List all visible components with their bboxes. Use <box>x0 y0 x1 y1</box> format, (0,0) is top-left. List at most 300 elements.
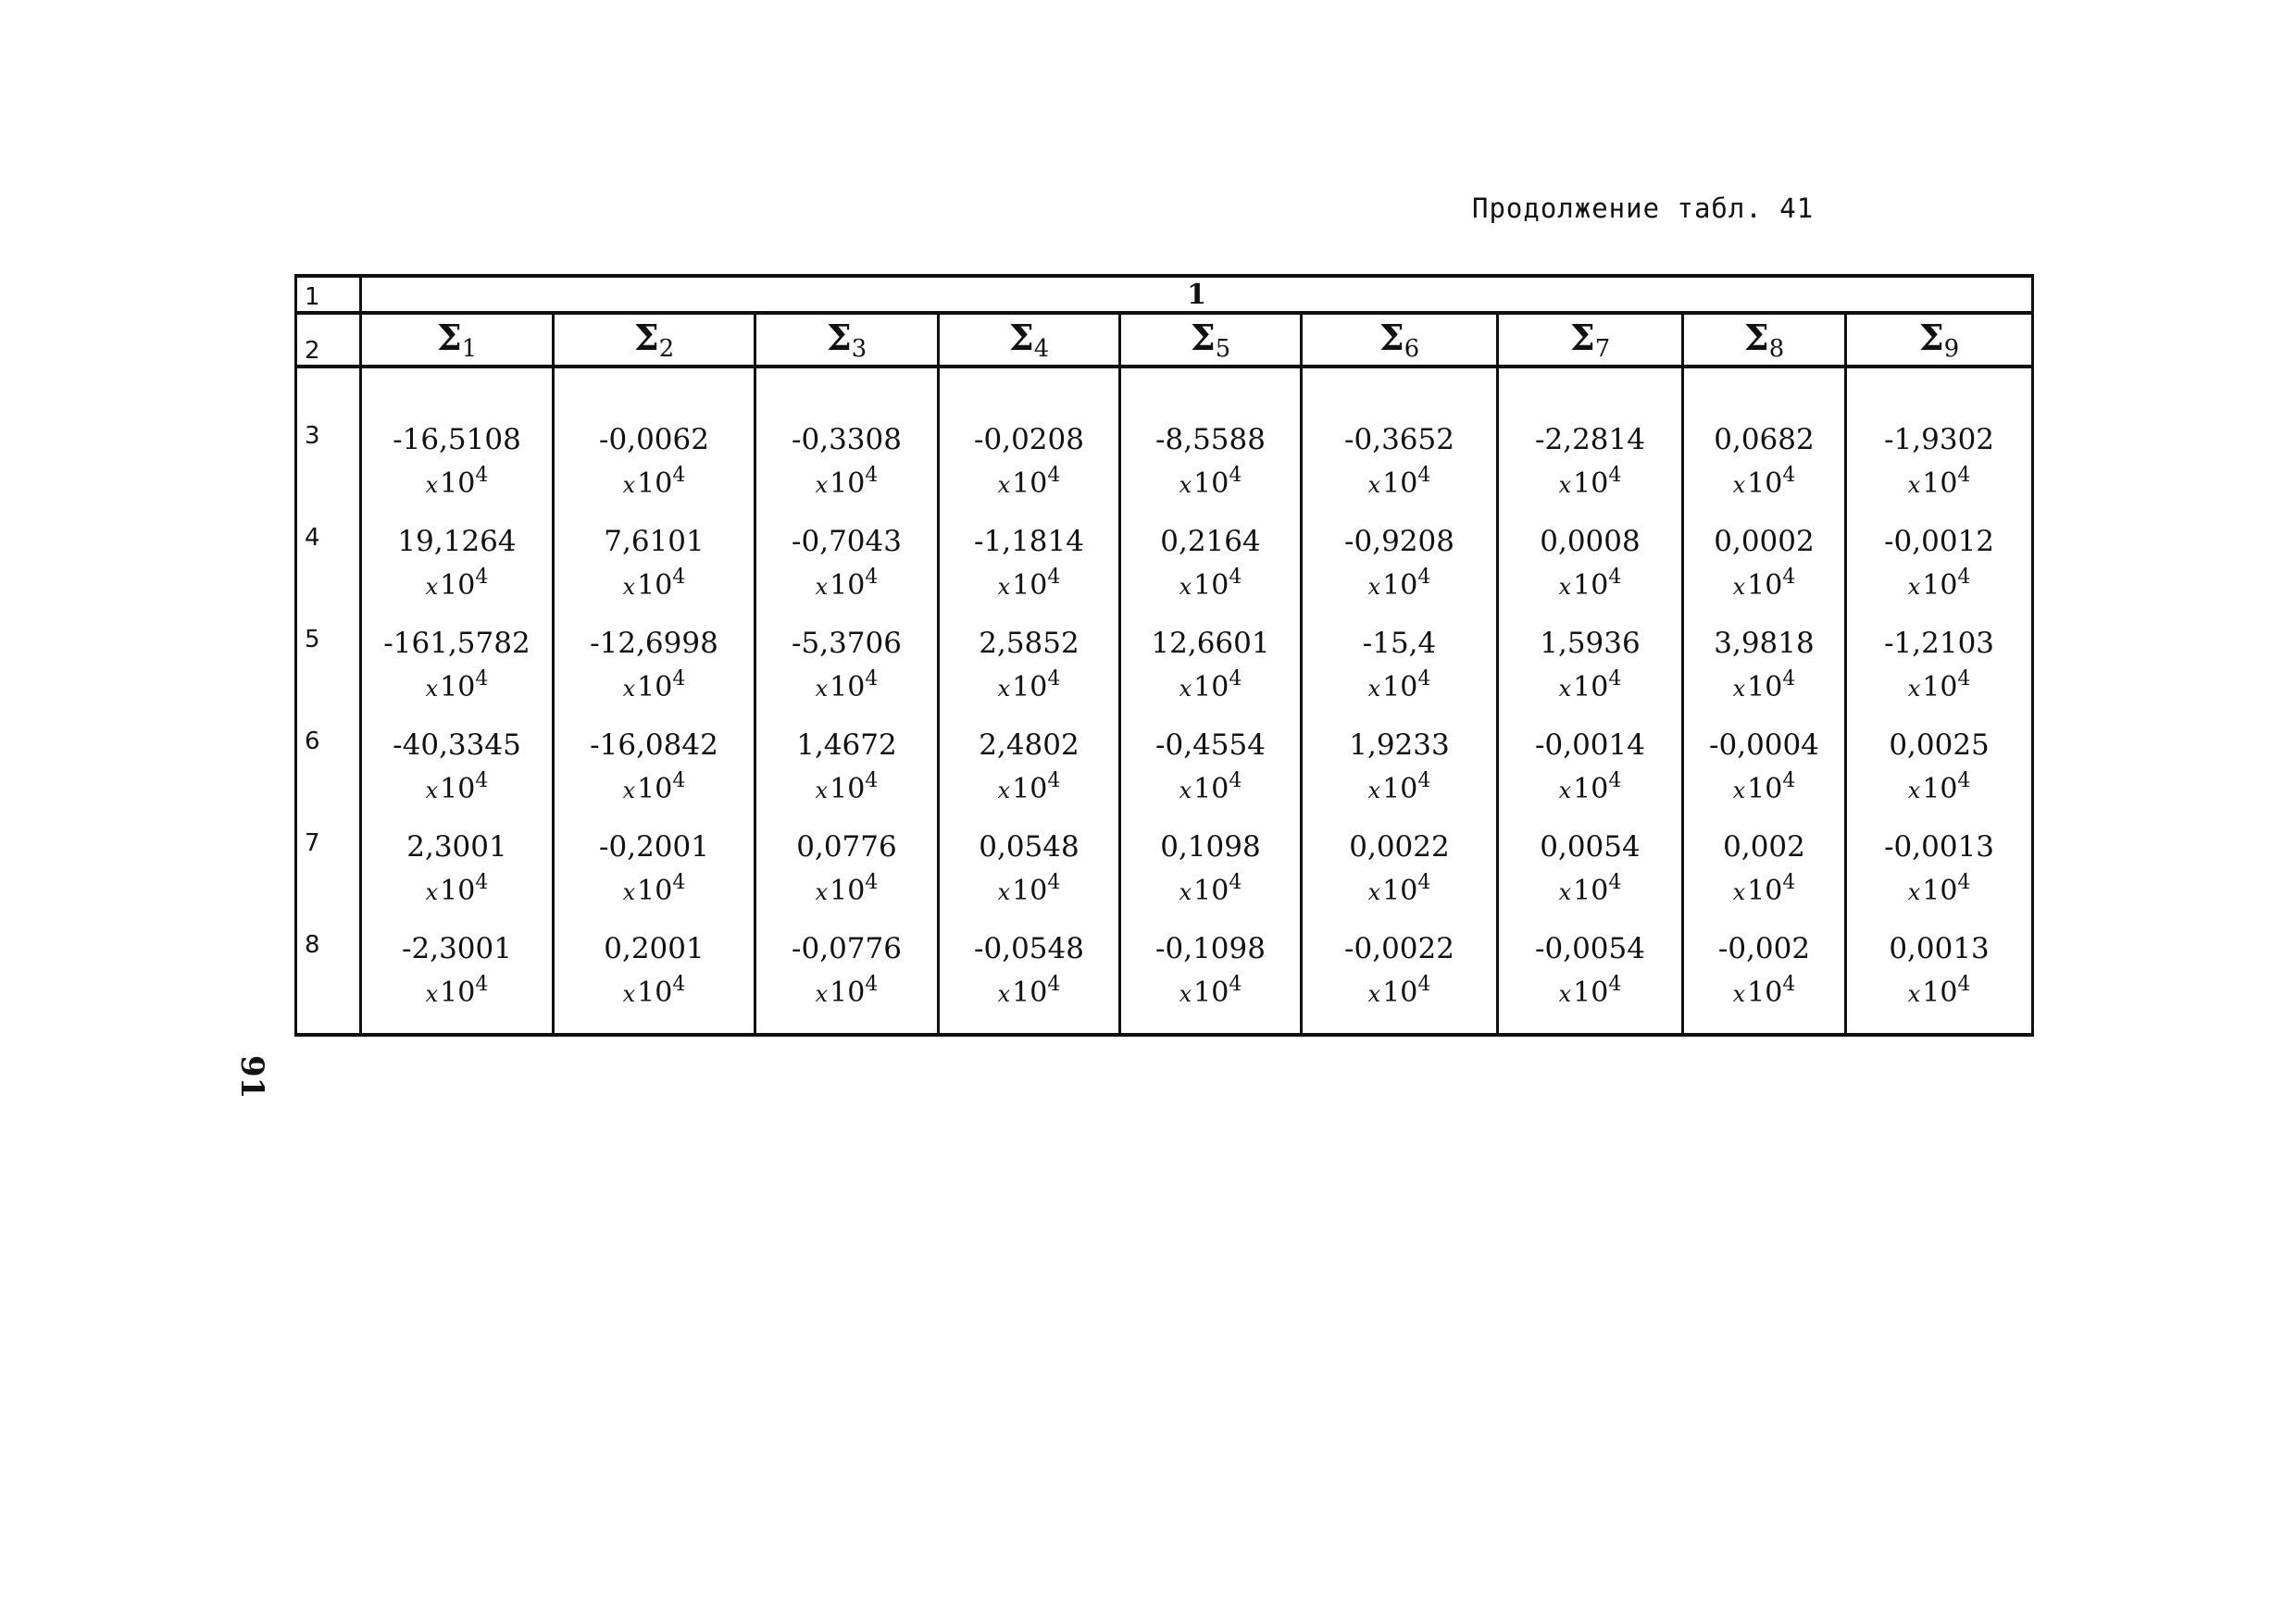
cell-multiplier <box>940 559 1118 605</box>
table-cell <box>1302 524 1498 626</box>
multiplier-base: 10 <box>1193 773 1229 805</box>
cell-multiplier <box>1303 559 1496 605</box>
cell-value: 0,002 <box>1723 830 1805 864</box>
cell-value: -0,0548 <box>974 932 1084 965</box>
table-cell <box>361 626 554 728</box>
times-sign: x <box>1367 879 1381 905</box>
multiplier-base: 10 <box>1382 875 1418 907</box>
multiplier-base: 10 <box>1922 467 1958 500</box>
cell-multiplier <box>1684 559 1844 605</box>
table-cell <box>554 829 755 931</box>
times-sign: x <box>425 574 439 600</box>
table-cell <box>1120 626 1302 728</box>
multiplier-base: 10 <box>830 976 866 1009</box>
row-number: 6 <box>296 728 361 829</box>
times-sign: x <box>815 981 829 1007</box>
multiplier-base: 10 <box>637 773 673 805</box>
multiplier-base: 10 <box>1382 773 1418 805</box>
cell-value: 1,9233 <box>1349 728 1450 762</box>
multiplier-exponent: 4 <box>1229 464 1242 487</box>
cell-multiplier <box>1499 763 1681 809</box>
sigma-symbol: Σ <box>1918 316 1944 358</box>
sigma-subscript: 3 <box>851 335 867 364</box>
cell-multiplier <box>940 457 1118 504</box>
multiplier-base: 10 <box>1573 773 1609 805</box>
cell-multiplier <box>362 763 552 809</box>
times-sign: x <box>1732 879 1746 905</box>
cell-multiplier <box>1121 763 1300 809</box>
times-sign: x <box>1907 777 1921 803</box>
table-cell <box>1846 931 2033 1035</box>
cell-value: -0,0054 <box>1535 932 1645 965</box>
cell-multiplier <box>1303 864 1496 911</box>
table-cell <box>361 931 554 1035</box>
table-cell <box>939 728 1120 829</box>
multiplier-exponent: 4 <box>475 667 489 690</box>
table-cell <box>755 367 939 524</box>
multiplier-exponent: 4 <box>1782 464 1796 487</box>
times-sign: x <box>1367 472 1381 498</box>
cell-multiplier <box>940 864 1118 911</box>
cell-value: 0,0013 <box>1889 932 1990 965</box>
multiplier-exponent: 4 <box>1608 871 1622 894</box>
multiplier-exponent: 4 <box>1957 769 1971 792</box>
multiplier-exponent: 4 <box>1417 769 1431 792</box>
table-cell <box>1683 931 1846 1035</box>
table-cell <box>1846 626 2033 728</box>
row-number: 2 <box>296 313 361 367</box>
multiplier-exponent: 4 <box>1229 871 1242 894</box>
times-sign: x <box>622 574 636 600</box>
table-cell <box>1498 931 1683 1035</box>
multiplier-exponent: 4 <box>475 871 489 894</box>
multiplier-base: 10 <box>1193 671 1229 703</box>
cell-value: 0,0022 <box>1349 830 1450 864</box>
multiplier-exponent: 4 <box>865 566 879 589</box>
multiplier-base: 10 <box>1012 976 1048 1009</box>
cell-value: 0,1098 <box>1160 830 1261 864</box>
cell-value: -0,7043 <box>792 525 902 558</box>
sigma-header-1 <box>361 313 554 367</box>
table-cell <box>361 728 554 829</box>
table-cell <box>554 626 755 728</box>
multiplier-exponent: 4 <box>1782 667 1796 690</box>
times-sign: x <box>1367 777 1381 803</box>
cell-value: -1,1814 <box>974 525 1084 558</box>
table-cell <box>554 367 755 524</box>
times-sign: x <box>622 981 636 1007</box>
table-cell <box>939 524 1120 626</box>
data-table <box>294 274 2034 1037</box>
cell-value: 0,0054 <box>1540 830 1641 864</box>
table-cell <box>1120 728 1302 829</box>
cell-value: -2,3001 <box>402 932 512 965</box>
multiplier-base: 10 <box>1747 976 1783 1009</box>
table-cell <box>1683 728 1846 829</box>
table-cell <box>1683 367 1846 524</box>
multiplier-base: 10 <box>637 467 673 500</box>
multiplier-exponent: 4 <box>1957 973 1971 996</box>
cell-multiplier <box>756 966 937 1013</box>
row-number: 1 <box>296 276 361 313</box>
table-cell <box>1302 626 1498 728</box>
times-sign: x <box>1732 472 1746 498</box>
times-sign: x <box>1907 574 1921 600</box>
cell-multiplier <box>1499 966 1681 1013</box>
sigma-symbol: Σ <box>633 316 659 358</box>
multiplier-base: 10 <box>1922 671 1958 703</box>
table-cell <box>1846 524 2033 626</box>
times-sign: x <box>1558 879 1572 905</box>
cell-value: -0,0062 <box>599 423 709 456</box>
row-number: 7 <box>296 829 361 931</box>
multiplier-exponent: 4 <box>1782 769 1796 792</box>
cell-multiplier <box>1499 559 1681 605</box>
cell-value: -0,002 <box>1717 932 1811 965</box>
multiplier-base: 10 <box>1747 467 1783 500</box>
cell-multiplier <box>555 763 754 809</box>
cell-value: -0,0776 <box>792 932 902 965</box>
row-number: 4 <box>296 524 361 626</box>
sigma-header-6 <box>1302 313 1498 367</box>
times-sign: x <box>1558 574 1572 600</box>
multiplier-base: 10 <box>830 773 866 805</box>
table-cell <box>554 728 755 829</box>
multiplier-base: 10 <box>830 671 866 703</box>
multiplier-exponent: 4 <box>1047 769 1061 792</box>
table-cell <box>939 931 1120 1035</box>
times-sign: x <box>425 777 439 803</box>
multiplier-exponent: 4 <box>865 464 879 487</box>
table-cell <box>939 829 1120 931</box>
table-cell <box>1120 524 1302 626</box>
cell-multiplier <box>1847 763 2031 809</box>
times-sign: x <box>425 981 439 1007</box>
cell-value: 0,0025 <box>1889 728 1990 762</box>
multiplier-exponent: 4 <box>1229 566 1242 589</box>
sigma-header-5 <box>1120 313 1302 367</box>
cell-multiplier <box>1303 763 1496 809</box>
multiplier-exponent: 4 <box>865 871 879 894</box>
cell-multiplier <box>362 864 552 911</box>
cell-value: -2,2814 <box>1535 423 1645 456</box>
table-cell <box>1120 367 1302 524</box>
cell-multiplier <box>1684 457 1844 504</box>
multiplier-exponent: 4 <box>1229 769 1242 792</box>
table-cell <box>361 829 554 931</box>
cell-multiplier <box>1499 661 1681 707</box>
table-cell <box>1846 728 2033 829</box>
table-cell <box>939 626 1120 728</box>
multiplier-exponent: 4 <box>672 769 686 792</box>
multiplier-exponent: 4 <box>1047 464 1061 487</box>
cell-value: -0,0022 <box>1344 932 1454 965</box>
cell-value: -0,0013 <box>1884 830 1995 864</box>
header-span-cell: 1 <box>361 276 2033 313</box>
multiplier-base: 10 <box>1382 569 1418 602</box>
multiplier-exponent: 4 <box>1782 566 1796 589</box>
cell-value: -0,3308 <box>792 423 902 456</box>
multiplier-base: 10 <box>1573 976 1609 1009</box>
table-cell <box>1683 524 1846 626</box>
cell-multiplier <box>1847 966 2031 1013</box>
times-sign: x <box>1367 676 1381 702</box>
multiplier-base: 10 <box>440 467 476 500</box>
multiplier-base: 10 <box>1193 569 1229 602</box>
cell-value: 0,0682 <box>1714 423 1815 456</box>
times-sign: x <box>1179 777 1192 803</box>
cell-value: -12,6998 <box>590 627 718 660</box>
cell-value: 2,3001 <box>406 830 507 864</box>
cell-multiplier <box>1684 661 1844 707</box>
sigma-subscript: 7 <box>1594 335 1611 364</box>
cell-value: 1,4672 <box>796 728 897 762</box>
multiplier-exponent: 4 <box>475 769 489 792</box>
cell-value: 0,2164 <box>1160 525 1261 558</box>
multiplier-exponent: 4 <box>672 973 686 996</box>
times-sign: x <box>1907 981 1921 1007</box>
cell-value: -1,9302 <box>1884 423 1995 456</box>
table-cell <box>1846 829 2033 931</box>
sigma-subscript: 8 <box>1768 335 1785 364</box>
multiplier-exponent: 4 <box>1608 973 1622 996</box>
cell-value: -0,0004 <box>1709 728 1819 762</box>
cell-multiplier <box>1847 457 2031 504</box>
table-cell <box>361 367 554 524</box>
cell-value: 2,5852 <box>979 627 1079 660</box>
multiplier-base: 10 <box>1012 875 1048 907</box>
cell-multiplier <box>555 559 754 605</box>
cell-multiplier <box>756 864 937 911</box>
times-sign: x <box>1907 472 1921 498</box>
cell-value: -0,0012 <box>1884 525 1995 558</box>
times-sign: x <box>1732 777 1746 803</box>
sigma-subscript: 9 <box>1943 335 1960 364</box>
times-sign: x <box>622 472 636 498</box>
cell-multiplier <box>1121 457 1300 504</box>
multiplier-exponent: 4 <box>475 973 489 996</box>
table-cell <box>1846 367 2033 524</box>
sigma-symbol: Σ <box>1569 316 1595 358</box>
sigma-symbol: Σ <box>1379 316 1404 358</box>
row-number: 8 <box>296 931 361 1035</box>
cell-value: -0,9208 <box>1344 525 1454 558</box>
cell-value: -161,5782 <box>383 627 530 660</box>
multiplier-base: 10 <box>1922 875 1958 907</box>
cell-multiplier <box>1303 457 1496 504</box>
multiplier-base: 10 <box>1747 569 1783 602</box>
multiplier-exponent: 4 <box>1047 566 1061 589</box>
multiplier-base: 10 <box>830 467 866 500</box>
sigma-symbol: Σ <box>1190 316 1216 358</box>
multiplier-base: 10 <box>1922 773 1958 805</box>
header-row-2 <box>296 313 2033 367</box>
cell-multiplier <box>1121 966 1300 1013</box>
table-row <box>296 626 2033 728</box>
table-row <box>296 829 2033 931</box>
cell-value: 19,1264 <box>397 525 517 558</box>
times-sign: x <box>425 879 439 905</box>
cell-multiplier <box>1499 457 1681 504</box>
times-sign: x <box>1558 981 1572 1007</box>
sigma-header-8 <box>1683 313 1846 367</box>
cell-multiplier <box>756 457 937 504</box>
cell-multiplier <box>940 966 1118 1013</box>
multiplier-base: 10 <box>830 875 866 907</box>
table-cell <box>1120 931 1302 1035</box>
table-cell <box>361 524 554 626</box>
multiplier-base: 10 <box>1012 569 1048 602</box>
sigma-symbol: Σ <box>436 316 462 358</box>
times-sign: x <box>1179 981 1192 1007</box>
cell-value: 0,0548 <box>979 830 1079 864</box>
times-sign: x <box>1558 777 1572 803</box>
table-cell <box>1498 728 1683 829</box>
multiplier-exponent: 4 <box>1417 566 1431 589</box>
table-row <box>296 728 2033 829</box>
multiplier-base: 10 <box>1747 773 1783 805</box>
cell-multiplier <box>1847 864 2031 911</box>
table-cell <box>1302 829 1498 931</box>
cell-value: 0,0776 <box>796 830 897 864</box>
cell-multiplier <box>555 457 754 504</box>
multiplier-base: 10 <box>637 875 673 907</box>
cell-multiplier <box>1121 559 1300 605</box>
multiplier-exponent: 4 <box>865 667 879 690</box>
multiplier-exponent: 4 <box>865 973 879 996</box>
cell-value: -0,0208 <box>974 423 1084 456</box>
times-sign: x <box>1907 676 1921 702</box>
multiplier-base: 10 <box>1747 875 1783 907</box>
times-sign: x <box>997 879 1011 905</box>
multiplier-exponent: 4 <box>1957 871 1971 894</box>
table-cell <box>755 829 939 931</box>
multiplier-base: 10 <box>440 773 476 805</box>
times-sign: x <box>1179 676 1192 702</box>
multiplier-base: 10 <box>440 671 476 703</box>
multiplier-exponent: 4 <box>1417 871 1431 894</box>
table-cell <box>1302 367 1498 524</box>
table-cell <box>1498 829 1683 931</box>
multiplier-base: 10 <box>637 569 673 602</box>
cell-multiplier <box>362 559 552 605</box>
multiplier-base: 10 <box>1193 467 1229 500</box>
table-cell <box>1683 626 1846 728</box>
cell-value: 0,0002 <box>1714 525 1815 558</box>
sigma-subscript: 6 <box>1404 335 1420 364</box>
multiplier-base: 10 <box>1747 671 1783 703</box>
multiplier-exponent: 4 <box>1608 566 1622 589</box>
multiplier-base: 10 <box>1922 569 1958 602</box>
table-row <box>296 931 2033 1035</box>
table-cell <box>554 524 755 626</box>
table-cell <box>1683 829 1846 931</box>
cell-value: 0,0008 <box>1540 525 1641 558</box>
times-sign: x <box>622 777 636 803</box>
multiplier-exponent: 4 <box>1047 871 1061 894</box>
cell-multiplier <box>362 966 552 1013</box>
multiplier-exponent: 4 <box>1608 464 1622 487</box>
page-number: 91 <box>233 1055 270 1100</box>
multiplier-exponent: 4 <box>1782 871 1796 894</box>
sigma-header-4 <box>939 313 1120 367</box>
times-sign: x <box>997 676 1011 702</box>
times-sign: x <box>997 981 1011 1007</box>
multiplier-exponent: 4 <box>672 464 686 487</box>
sigma-symbol: Σ <box>1008 316 1034 358</box>
multiplier-base: 10 <box>1922 976 1958 1009</box>
times-sign: x <box>622 879 636 905</box>
multiplier-base: 10 <box>1193 976 1229 1009</box>
cell-multiplier <box>1303 966 1496 1013</box>
row-number: 3 <box>296 367 361 524</box>
multiplier-base: 10 <box>1193 875 1229 907</box>
sigma-header-9 <box>1846 313 2033 367</box>
times-sign: x <box>815 472 829 498</box>
times-sign: x <box>622 676 636 702</box>
cell-value: -0,1098 <box>1155 932 1266 965</box>
multiplier-base: 10 <box>1573 671 1609 703</box>
cell-value: -16,0842 <box>590 728 718 762</box>
times-sign: x <box>425 472 439 498</box>
sigma-header-3 <box>755 313 939 367</box>
cell-value: -0,0014 <box>1535 728 1645 762</box>
times-sign: x <box>997 574 1011 600</box>
multiplier-base: 10 <box>440 569 476 602</box>
multiplier-exponent: 4 <box>1417 667 1431 690</box>
cell-value: -0,3652 <box>1344 423 1454 456</box>
times-sign: x <box>1558 676 1572 702</box>
table-cell <box>939 367 1120 524</box>
multiplier-base: 10 <box>1382 976 1418 1009</box>
cell-multiplier <box>555 864 754 911</box>
sigma-symbol: Σ <box>826 316 852 358</box>
cell-multiplier <box>1847 661 2031 707</box>
multiplier-exponent: 4 <box>672 667 686 690</box>
table-cell <box>1120 829 1302 931</box>
cell-value: 7,6101 <box>604 525 705 558</box>
cell-multiplier <box>1684 763 1844 809</box>
multiplier-base: 10 <box>637 976 673 1009</box>
multiplier-exponent: 4 <box>1608 667 1622 690</box>
times-sign: x <box>1367 574 1381 600</box>
cell-multiplier <box>940 763 1118 809</box>
table-row <box>296 524 2033 626</box>
header-row-1 <box>296 276 2033 313</box>
cell-multiplier <box>1684 864 1844 911</box>
times-sign: x <box>815 574 829 600</box>
table-cell <box>755 931 939 1035</box>
table-cell <box>1302 728 1498 829</box>
multiplier-base: 10 <box>1573 467 1609 500</box>
cell-multiplier <box>1121 864 1300 911</box>
sigma-header-7 <box>1498 313 1683 367</box>
times-sign: x <box>815 676 829 702</box>
multiplier-exponent: 4 <box>475 566 489 589</box>
multiplier-exponent: 4 <box>672 871 686 894</box>
cell-multiplier <box>555 661 754 707</box>
multiplier-exponent: 4 <box>1957 566 1971 589</box>
multiplier-exponent: 4 <box>1417 464 1431 487</box>
times-sign: x <box>1907 879 1921 905</box>
multiplier-base: 10 <box>637 671 673 703</box>
times-sign: x <box>1732 676 1746 702</box>
multiplier-exponent: 4 <box>1229 667 1242 690</box>
table-cell <box>1498 524 1683 626</box>
cell-multiplier <box>362 457 552 504</box>
multiplier-exponent: 4 <box>1047 667 1061 690</box>
multiplier-base: 10 <box>1382 671 1418 703</box>
